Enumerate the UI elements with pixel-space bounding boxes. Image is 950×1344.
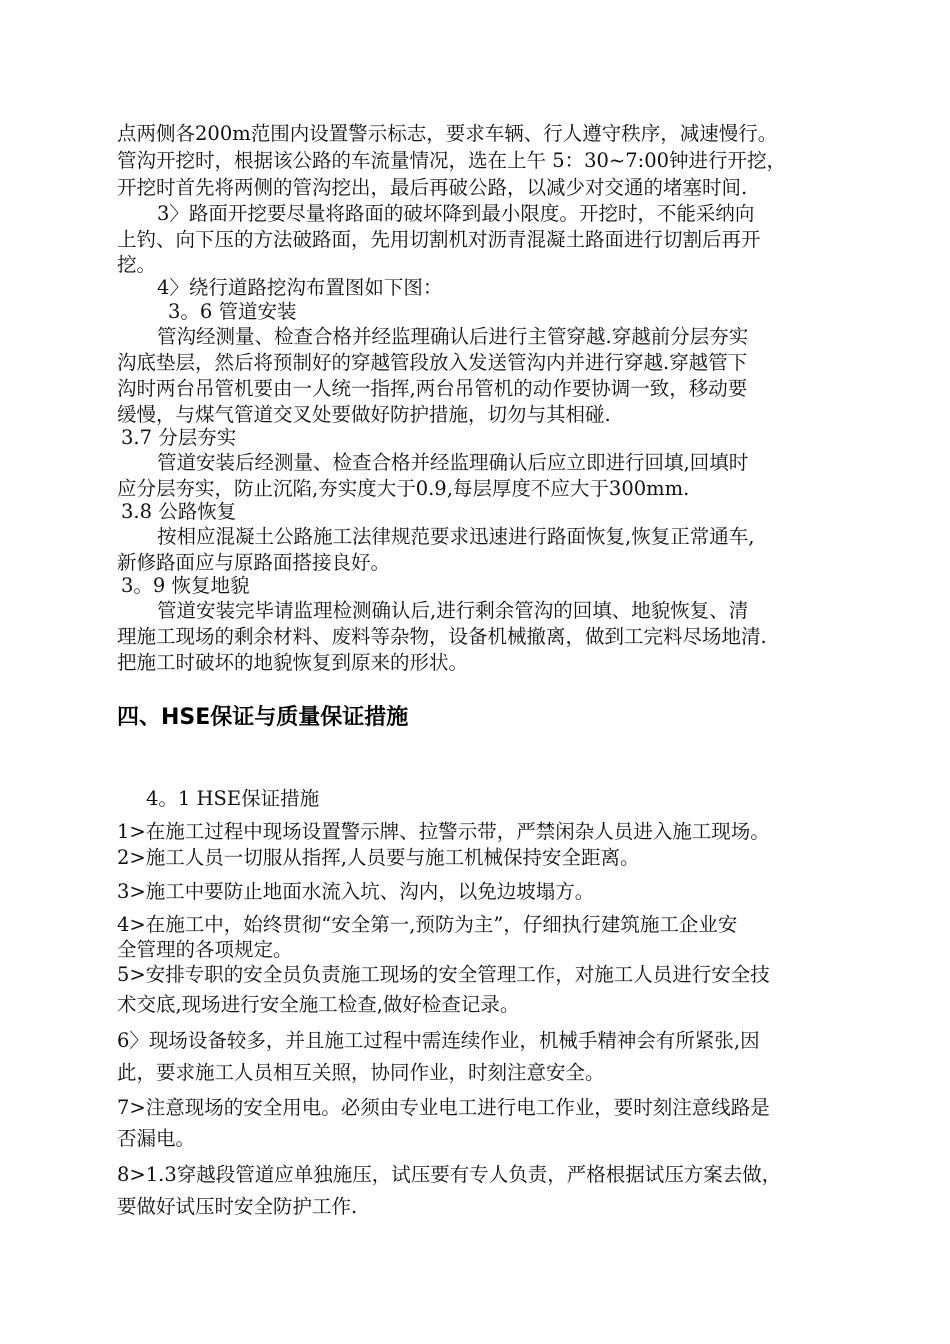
list-item: 4>在施工中，始终贯彻“安全第一,预防为主”，仔细执行建筑施工企业安 [117, 913, 738, 936]
paragraph-line: 应分层夯实，防止沉陷,夯实度大于0.9,每层厚度不应大于300mm. [117, 477, 690, 500]
paragraph-line: 沟底垫层，然后将预制好的穿越管段放入发送管沟内并进行穿越.穿越管下 [117, 351, 748, 374]
list-item-continuation: 全管理的各项规定。 [117, 938, 293, 961]
paragraph-line: 理施工现场的剩余材料、废料等杂物，设备机械撤离，做到工完料尽场地清. [117, 625, 767, 648]
paragraph-line: 缓慢，与煤气管道交叉处要做好防护措施，切勿与其相碰. [117, 403, 611, 426]
list-item: 3>施工中要防止地面水流入坑、沟内，以免边坡塌方。 [117, 880, 595, 903]
subsection-heading: 3.7 分层夯实 [121, 426, 237, 449]
section-heading: 四、HSE保证与质量保证措施 [117, 705, 409, 730]
list-item-continuation: 术交底,现场进行安全施工检查,做好检查记录。 [117, 993, 520, 1016]
subsection-heading: 4。1 HSE保证措施 [146, 787, 320, 810]
paragraph-line: 挖。 [117, 253, 157, 276]
paragraph-line: 上钓、向下压的方法破路面，先用切割机对沥青混凝土路面进行切割后再开 [117, 228, 761, 251]
list-item: 6〉现场设备较多，并且施工过程中需连续作业，机械手精神会有所紧张,因 [117, 1029, 760, 1052]
list-item: 2>施工人员一切服从指挥,人员要与施工机械保持安全距离。 [117, 846, 640, 869]
paragraph-line: 按相应混凝土公路施工法律规范要求迅速进行路面恢复,恢复正常通车, [157, 525, 755, 548]
paragraph-line: 新修路面应与原路面搭接良好。 [117, 551, 391, 574]
paragraph-line: 管道安装完毕请监理检测确认后,进行剩余管沟的回填、地貌恢复、清 [157, 599, 749, 622]
paragraph-line: 点两侧各200m范围内设置警示标志，要求车辆、行人遵守秩序，减速慢行。 [117, 122, 778, 145]
list-item: 5>安排专职的安全员负责施工现场的安全管理工作，对施工人员进行安全技 [117, 963, 770, 986]
paragraph-line: 4〉绕行道路挖沟布置图如下图： [157, 276, 443, 299]
list-item: 1>在施工过程中现场设置警示牌、拉警示带，严禁闲杂人员进入施工现场。 [117, 820, 770, 843]
list-item-continuation: 此，要求施工人员相互关照，协同作业，时刻注意安全。 [117, 1061, 605, 1084]
subsection-heading: 3。9 恢复地貌 [121, 574, 250, 597]
subsection-heading: 3.8 公路恢复 [121, 500, 237, 523]
paragraph-line: 管沟经测量、检查合格并经监理确认后进行主管穿越.穿越前分层夯实 [157, 325, 749, 348]
paragraph-line: 沟时两台吊管机要由一人统一指挥,两台吊管机的动作要协调一致，移动要 [117, 377, 748, 400]
list-item: 8>1.3穿越段管道应单独施压，试压要有专人负责，严格根据试压方案去做， [117, 1163, 782, 1186]
paragraph-line: 3〉路面开挖要尽量将路面的破坏降到最小限度。开挖时，不能采纳向 [157, 202, 755, 225]
paragraph-line: 把施工时破坏的地貌恢复到原来的形状。 [117, 651, 469, 674]
paragraph-line: 管沟开挖时，根据该公路的车流量情况，选在上午 5：30~7:00钟进行开挖， [117, 149, 787, 172]
subsection-heading: 3。6 管道安装 [168, 300, 297, 323]
list-item-continuation: 要做好试压时安全防护工作. [117, 1195, 358, 1218]
list-item-continuation: 否漏电。 [117, 1127, 196, 1150]
list-item: 7>注意现场的安全用电。必须由专业电工进行电工作业，要时刻注意线路是 [117, 1096, 770, 1119]
paragraph-line: 管道安装后经测量、检查合格并经监理确认后应立即进行回填,回填时 [157, 451, 749, 474]
paragraph-line: 开挖时首先将两侧的管沟挖出，最后再破公路，以减少对交通的堵塞时间. [117, 176, 748, 199]
